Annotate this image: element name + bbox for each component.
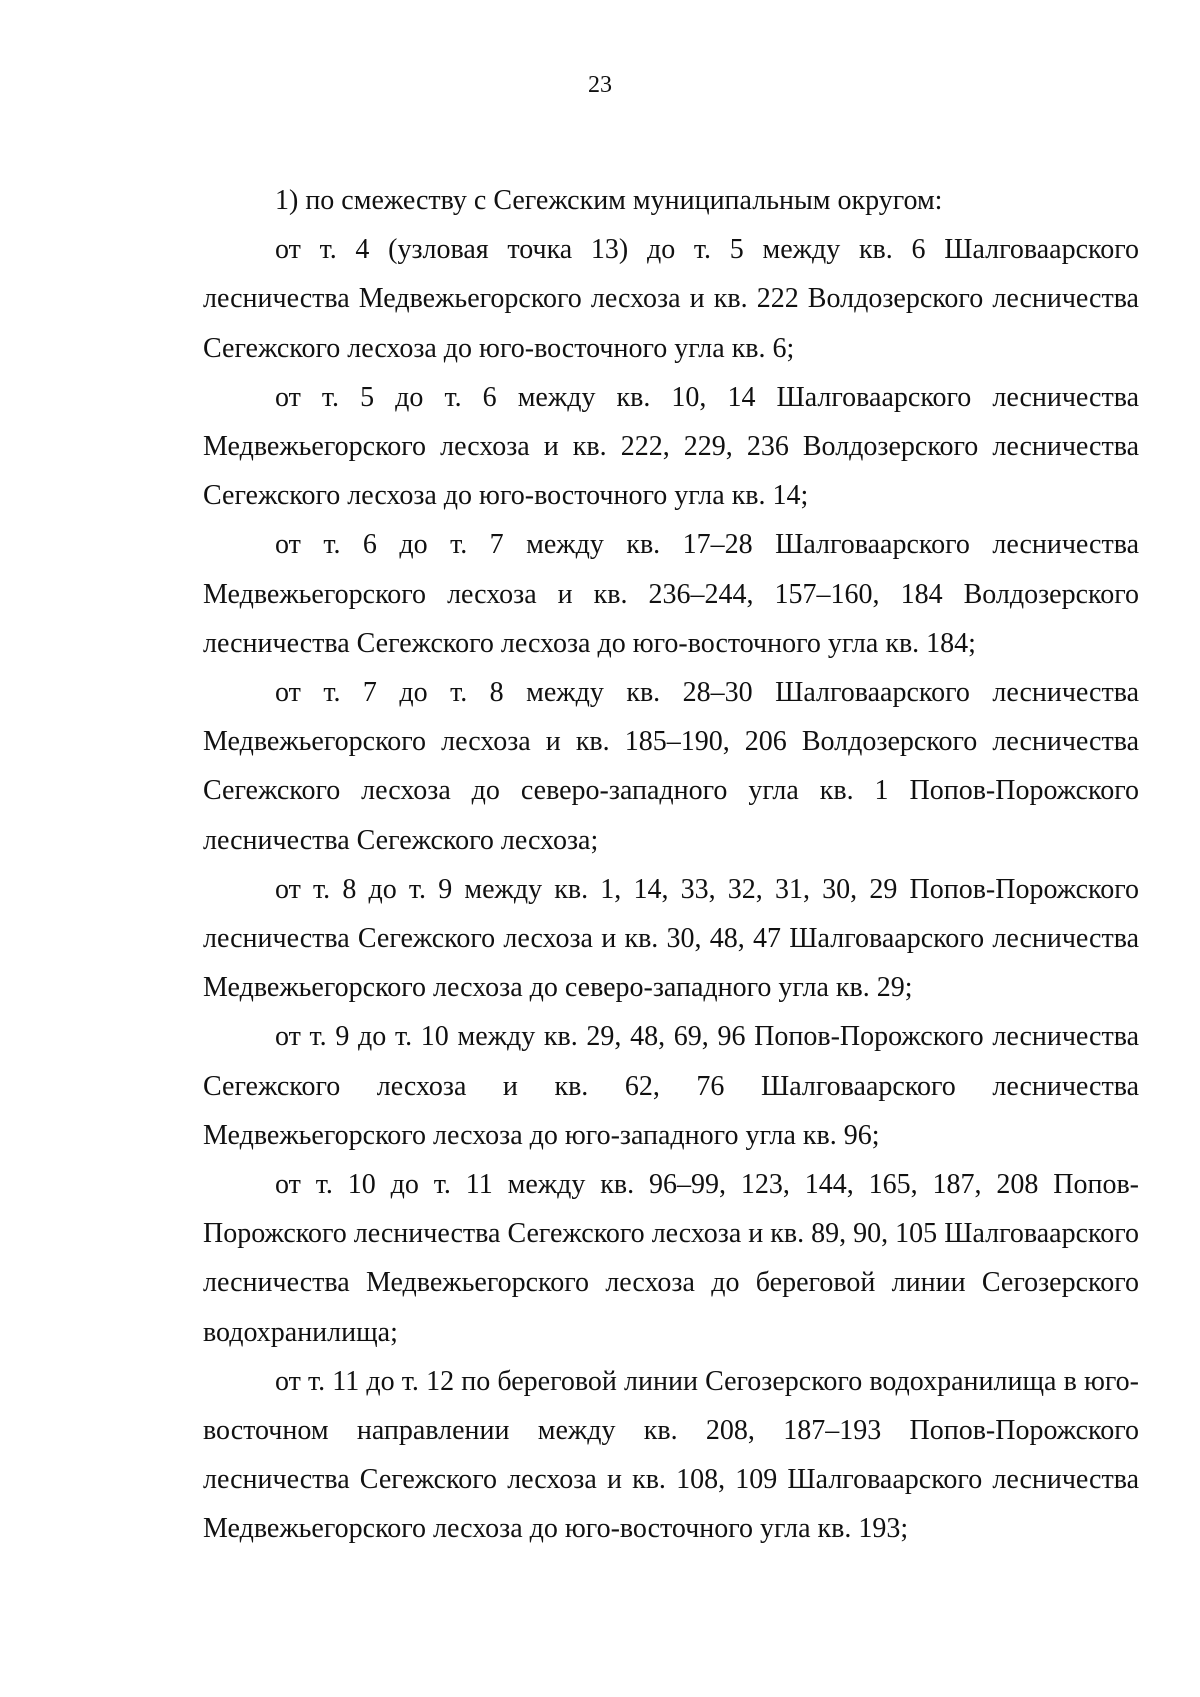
paragraph-segment-8-9: от т. 8 до т. 9 между кв. 1, 14, 33, 32, 31, 30, 29 Попов-Порожского лесничества Сегежского лесхоза и кв. 30, 48, 47 Шалговаарского лесничества Медвежьегорского лесхоза до северо-западного угла кв. 29;: [203, 873, 1139, 1004]
paragraph-segment-5-6: от т. 5 до т. 6 между кв. 10, 14 Шалговаарского лесничества Медвежьегорского лесхоза и кв. 222, 229, 236 Волдозерского лесничества Сегежского лесхоза до юго-восточного угла кв. 14;: [203, 381, 1139, 512]
page-number: 23: [588, 72, 612, 98]
paragraph-border-intro: 1) по смежеству с Сегежским муниципальным округом:: [275, 185, 943, 216]
paragraph-segment-6-7: от т. 6 до т. 7 между кв. 17–28 Шалговаарского лесничества Медвежьегорского лесхоза и кв. 236–244, 157–160, 184 Волдозерского лесничества Сегежского лесхоза до юго-восточного угла кв. 184;: [203, 529, 1139, 659]
document-body: [203, 176, 1139, 1554]
paragraph-segment-11-12: от т. 11 до т. 12 по береговой линии Сегозерского водохранилища в юго-восточном направлении между кв. 208, 187–193 Попов-Порожского лесничества Сегежского лесхоза и кв. 108, 109 Шалговаарского лесничества Медвежьегорского лесхоза до юго-восточного угла кв. 193;: [203, 1365, 1139, 1545]
paragraph-segment-10-11: от т. 10 до т. 11 между кв. 96–99, 123, 144, 165, 187, 208 Попов-Порожского лесничества Сегежского лесхоза и кв. 89, 90, 105 Шалговаарского лесничества Медвежьегорского лесхоза до береговой линии Сегозерского водохранилища;: [203, 1169, 1139, 1348]
paragraph-segment-4-5: от т. 4 (узловая точка 13) до т. 5 между кв. 6 Шалговаарского лесничества Медвежьегорского лесхоза и кв. 222 Волдозерского лесничества Сегежского лесхоза до юго-восточного угла кв. 6;: [203, 234, 1139, 364]
paragraph-segment-9-10: от т. 9 до т. 10 между кв. 29, 48, 69, 96 Попов-Порожского лесничества Сегежского лесхоза и кв. 62, 76 Шалговаарского лесничества Медвежьегорского лесхоза до юго-западного угла кв. 96;: [203, 1021, 1139, 1151]
paragraph-segment-7-8: от т. 7 до т. 8 между кв. 28–30 Шалговаарского лесничества Медвежьегорского лесхоза и кв. 185–190, 206 Волдозерского лесничества Сегежского лесхоза до северо-западного угла кв. 1 Попов-Порожского лесничества Сегежского лесхоза;: [203, 677, 1139, 856]
